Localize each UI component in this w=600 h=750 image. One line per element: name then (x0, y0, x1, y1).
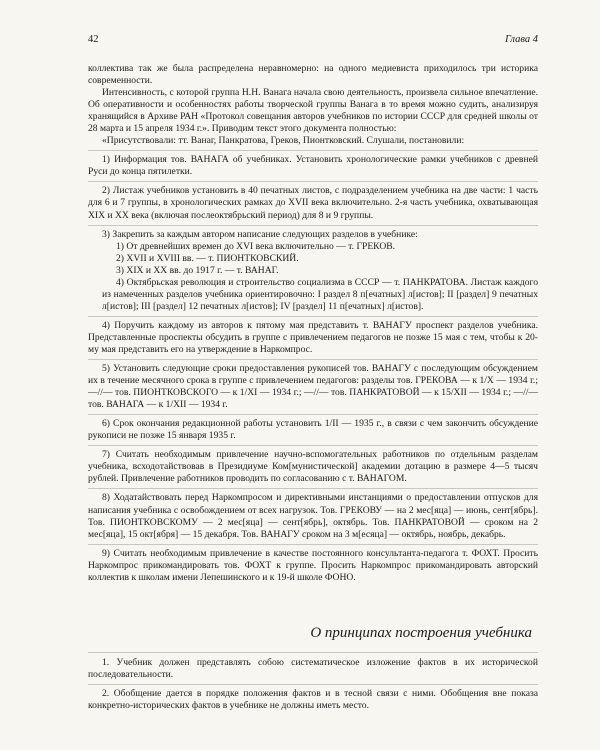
protocol-item: 5) Установить следующие сроки предоставления рукописей тов. ВАНАГУ с последующим обсуждением их в течение месячного срока в группе с привлечением педагогов: разделы тов. ГРЕКОВА — к 1/X — 1934 г.; —//— тов. ПИОНТКОВСКОГО — к 1/XI — 1934 г.; —//— тов. ПАНКРАТОВОЙ — к 15/XII — 1934 г.; —//— тов. ВАНАГА — к 1/XII — 1934 г. (88, 363, 538, 411)
divider (88, 150, 538, 151)
divider (88, 652, 538, 653)
section-heading: О принципах построения учебника (310, 624, 532, 641)
divider (88, 544, 538, 545)
protocol-item: 1) Информация тов. ВАНАГА об учебниках. Установить хронологические рамки учебников с древней Руси до конца пятилетки. (88, 154, 538, 178)
divider (88, 181, 538, 182)
divider (88, 225, 538, 226)
protocol-item: 7) Считать необходимым привлечение научно-вспомогательных работников по отдельным разделам учебника, всходотайствовав в Президиуме Ком[мунистической] академии дотацию в размере 4—5 тысяч рублей. Привлечение работников проводить по согласованию с т. ВАНАГОМ. (88, 449, 538, 485)
divider (88, 316, 538, 317)
protocol-item: 4) Поручить каждому из авторов к пятому мая представить т. ВАНАГУ проспект разделов учебника. Представленные проспекты обсудить в группе с привлечением педагогов не позже 15 мая с тем, чтобы к 20-му мая представить его на утверждение в Наркомпрос. (88, 319, 538, 355)
divider (88, 359, 538, 360)
protocol-item: 8) Ходатайствовать перед Наркомпросом и директивными инстанциями о предоставлении отпусков для написания учебника с освобождением от всех нагрузок. Тов. ГРЕКОВУ — на 2 мес[яца] — июнь, сент[ябрь]. Тов. ПИОНТКОВСКОМУ — 2 мес[яца] — сент[ябрь], октябрь. Тов. ПАНКРАТОВОЙ — сроком на 2 мес[яца], 15 окт[ября] — 15 декабря. Тов. ВАНАГУ сроком на 3 м[есяца] — октябрь, ноябрь, декабрь. (88, 492, 538, 540)
paragraph: коллектива так же была распределена неравномерно: на одного медиевиста приходилось три историка современности. (88, 63, 538, 87)
sub-item: 3) XIX и XX вв. до 1917 г. — т. ВАНАГ. (116, 264, 279, 276)
section-text (88, 657, 538, 712)
protocol-item: 2) Листаж учебников установить в 40 печатных листов, с подразделением учебника на две части: 1 часть для 6 и 7 группы, в хронологических рамках до XVII века включительно. 2-я часть учебника, охватывающая XIX и XX века (включая послеоктябрьский период) для 8 и 9 группы. (88, 185, 538, 221)
paragraph: Интенсивность, с которой группа Н.Н. Ванага начала свою деятельность, произвела сильное впечатление. Об оперативности и особенностях работы творческой группы Ванага в то время можно судить, анализируя хранящийся в Архиве РАН «Протокол совещания авторов учебников по истории СССР для средней школы от 28 марта и 15 апреля 1934 г.». Приводим текст этого документа полностью: (88, 87, 538, 135)
chapter-title: Глава 4 (505, 34, 538, 45)
protocol-item: 9) Считать необходимым привлечение в качестве постоянного консультанта-педагога т. ФОХТ. Просить Наркомпрос прикомандировать тов. ФОХТ к группе. Просить Наркомпрос прикомандировать авторский коллектив к школам имени Лепешинского и к 19-й школе ФОНО. (88, 547, 538, 583)
sub-item: 1) От древнейших времен до XVI века включительно — т. ГРЕКОВ. (116, 240, 396, 252)
page-number: 42 (88, 34, 99, 45)
sub-item: 2) XVII и XVIII вв. — т. ПИОНТКОВСКИЙ. (116, 252, 299, 264)
divider (88, 414, 538, 415)
divider (88, 684, 538, 685)
protocol-intro: «Присутствовали: тт. Ванаг, Панкратова, Греков, Пионтковский. Слушали, постановили: (102, 135, 465, 147)
protocol-item: 3) Закрепить за каждым автором написание следующих разделов в учебнике: (102, 228, 418, 240)
sub-item: 4) Октябрьская революция и строительство социализма в СССР — т. ПАНКРАТОВА. Листаж каждого из намеченных разделов учебника ориентировочно: I раздел 8 п[ечатных] л[истов]; II [раздел] 9 печатных л[истов]; III [раздел] 12 печатных л[истов]; IV [раздел] 11 п[ечатных] л[истов]. (102, 276, 538, 312)
main-text (88, 63, 538, 584)
divider (88, 445, 538, 446)
principle-item: 1. Учебник должен представлять собою систематическое изложение фактов в их исторической последовательности. (88, 656, 538, 680)
protocol-item: 6) Срок окончания редакционной работы установить 1/II — 1935 г., в связи с чем закончить обсуждение рукописи не позже 15 января 1935 г. (88, 418, 538, 442)
principle-item: 2. Обобщение дается в порядке положения фактов и в тесной связи с ними. Обобщения вне показа конкретно-исторических фактов в учебнике не должны иметь место. (88, 687, 538, 711)
running-head (88, 34, 538, 45)
divider (88, 488, 538, 489)
